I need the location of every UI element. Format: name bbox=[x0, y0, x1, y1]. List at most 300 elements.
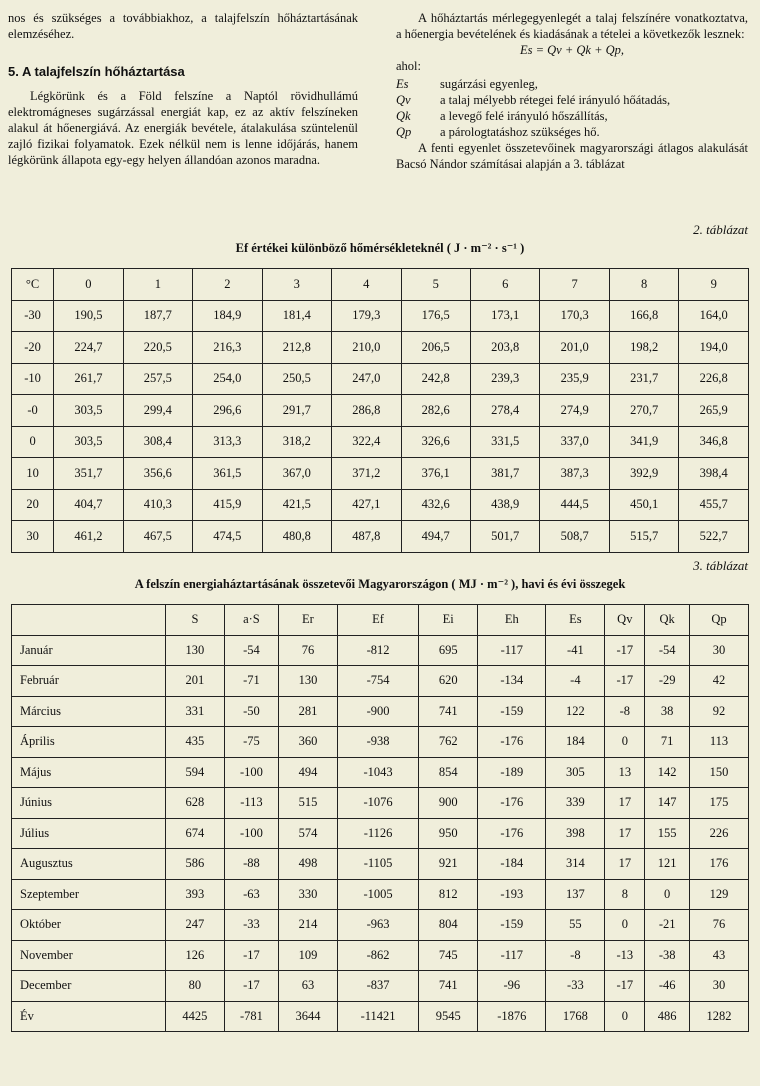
table-cell: 432,6 bbox=[401, 489, 470, 521]
table-header-row bbox=[12, 605, 749, 636]
table-cell: -33 bbox=[546, 971, 605, 1002]
table-cell: 137 bbox=[546, 879, 605, 910]
table-row bbox=[12, 426, 749, 458]
table-cell: Február bbox=[12, 666, 166, 697]
table-cell: 921 bbox=[419, 849, 478, 880]
table-cell: 351,7 bbox=[54, 458, 123, 490]
table-cell: 226 bbox=[690, 818, 749, 849]
table-row bbox=[12, 635, 749, 666]
table-cell: -13 bbox=[605, 940, 645, 971]
table-cell: 184 bbox=[546, 727, 605, 758]
table-cell: 804 bbox=[419, 910, 478, 941]
table-cell: 30 bbox=[12, 521, 54, 553]
table-cell: 92 bbox=[690, 696, 749, 727]
table-cell: 515,7 bbox=[609, 521, 678, 553]
table-cell: 415,9 bbox=[193, 489, 262, 521]
table-cell: Szeptember bbox=[12, 879, 166, 910]
table-cell: 291,7 bbox=[262, 395, 331, 427]
table-cell: 486 bbox=[645, 1001, 690, 1032]
table-cell: 150 bbox=[690, 757, 749, 788]
left-column bbox=[8, 10, 358, 168]
table-cell: -54 bbox=[224, 635, 278, 666]
table-cell: 278,4 bbox=[470, 395, 539, 427]
table-row bbox=[12, 971, 749, 1002]
table-cell: S bbox=[166, 605, 225, 636]
table-cell: 474,5 bbox=[193, 521, 262, 553]
table-cell: Qp bbox=[690, 605, 749, 636]
table-cell: 126 bbox=[166, 940, 225, 971]
section-heading: 5. A talajfelszín hőháztartása bbox=[8, 64, 185, 79]
table-cell: 203,8 bbox=[470, 332, 539, 364]
table-cell: 314 bbox=[546, 849, 605, 880]
table-cell: 9 bbox=[679, 269, 749, 301]
table-header-row bbox=[12, 269, 749, 301]
table-cell: 0 bbox=[605, 727, 645, 758]
table-cell: 393 bbox=[166, 879, 225, 910]
table-cell: -54 bbox=[645, 635, 690, 666]
table-cell: -100 bbox=[224, 757, 278, 788]
table-cell: -8 bbox=[605, 696, 645, 727]
table-cell: 494,7 bbox=[401, 521, 470, 553]
table-row bbox=[12, 458, 749, 490]
table-cell: 628 bbox=[166, 788, 225, 819]
table-cell: -63 bbox=[224, 879, 278, 910]
table-cell: 190,5 bbox=[54, 300, 123, 332]
definition-symbol: Qv bbox=[396, 93, 411, 107]
table-cell bbox=[12, 605, 166, 636]
table-cell: 326,6 bbox=[401, 426, 470, 458]
table3-number: 3. táblázat bbox=[693, 558, 748, 573]
table-cell: -17 bbox=[224, 971, 278, 1002]
table-cell: -812 bbox=[337, 635, 418, 666]
table-cell: Június bbox=[12, 788, 166, 819]
table-cell: 187,7 bbox=[123, 300, 192, 332]
balance-equation: Es = Qv + Qk + Qp, bbox=[519, 43, 625, 57]
table-cell: -781 bbox=[224, 1001, 278, 1032]
table-cell: 498 bbox=[279, 849, 338, 880]
table-cell: Augusztus bbox=[12, 849, 166, 880]
table-cell: -100 bbox=[224, 818, 278, 849]
table-cell: 181,4 bbox=[262, 300, 331, 332]
table-cell: 76 bbox=[279, 635, 338, 666]
table-cell: 494 bbox=[279, 757, 338, 788]
table-cell: -50 bbox=[224, 696, 278, 727]
balance-paragraph: A hőháztartás mérlegegyenlegét a talaj felszínére vonatkoztatva, a hőenergia bevételének és kiadásának a tételei a következők lesznek: bbox=[396, 11, 748, 41]
table-cell: Május bbox=[12, 757, 166, 788]
table-cell: 0 bbox=[645, 879, 690, 910]
table-cell: a·S bbox=[224, 605, 278, 636]
table-cell: -963 bbox=[337, 910, 418, 941]
table-cell: 950 bbox=[419, 818, 478, 849]
definition-item bbox=[396, 124, 748, 140]
table-cell: -159 bbox=[478, 910, 546, 941]
reference-paragraph: A fenti egyenlet összetevőinek magyarországi átlagos alakulását Bacsó Nándor számításai alapján a 3. táblázat bbox=[396, 141, 748, 171]
table-cell: 586 bbox=[166, 849, 225, 880]
table-cell: 435 bbox=[166, 727, 225, 758]
table-cell: 762 bbox=[419, 727, 478, 758]
table-cell: -1876 bbox=[478, 1001, 546, 1032]
table-cell: -21 bbox=[645, 910, 690, 941]
table-cell: 242,8 bbox=[401, 363, 470, 395]
table-cell: 381,7 bbox=[470, 458, 539, 490]
table-cell: -938 bbox=[337, 727, 418, 758]
table-cell: -33 bbox=[224, 910, 278, 941]
table2-number: 2. táblázat bbox=[693, 222, 748, 237]
table-cell: 164,0 bbox=[679, 300, 749, 332]
table-cell: 20 bbox=[12, 489, 54, 521]
definition-item bbox=[396, 76, 748, 92]
table-cell: -117 bbox=[478, 635, 546, 666]
table-row bbox=[12, 300, 749, 332]
table-row bbox=[12, 489, 749, 521]
table-row bbox=[12, 1001, 749, 1032]
table-cell: 194,0 bbox=[679, 332, 749, 364]
table-cell: 175 bbox=[690, 788, 749, 819]
table-cell: °C bbox=[12, 269, 54, 301]
table-cell: -0 bbox=[12, 395, 54, 427]
table-cell: 176 bbox=[690, 849, 749, 880]
table-cell: 257,5 bbox=[123, 363, 192, 395]
table-cell: -117 bbox=[478, 940, 546, 971]
table-cell: 5 bbox=[401, 269, 470, 301]
table-cell: 346,8 bbox=[679, 426, 749, 458]
table-cell: 201,0 bbox=[540, 332, 609, 364]
table-cell: 487,8 bbox=[332, 521, 401, 553]
table-cell: 522,7 bbox=[679, 521, 749, 553]
table-cell: -189 bbox=[478, 757, 546, 788]
table-cell: 281 bbox=[279, 696, 338, 727]
table-cell: -20 bbox=[12, 332, 54, 364]
table-cell: 55 bbox=[546, 910, 605, 941]
table-cell: 2 bbox=[193, 269, 262, 301]
table-cell: -46 bbox=[645, 971, 690, 1002]
table-cell: 212,8 bbox=[262, 332, 331, 364]
definition-text: a talaj mélyebb rétegei felé irányuló hőátadás, bbox=[440, 93, 671, 107]
table-cell: 4425 bbox=[166, 1001, 225, 1032]
table-cell: Eh bbox=[478, 605, 546, 636]
table-cell: 1768 bbox=[546, 1001, 605, 1032]
table-cell: -176 bbox=[478, 818, 546, 849]
table-cell: 337,0 bbox=[540, 426, 609, 458]
table-cell: -159 bbox=[478, 696, 546, 727]
table-cell: -176 bbox=[478, 727, 546, 758]
table-cell: 741 bbox=[419, 696, 478, 727]
table-cell: 594 bbox=[166, 757, 225, 788]
definition-symbol: Es bbox=[396, 77, 409, 91]
table-row bbox=[12, 395, 749, 427]
table-cell: December bbox=[12, 971, 166, 1002]
table-cell: 339 bbox=[546, 788, 605, 819]
table-cell: 313,3 bbox=[193, 426, 262, 458]
table-cell: 674 bbox=[166, 818, 225, 849]
table-cell: Es bbox=[546, 605, 605, 636]
table-cell: -862 bbox=[337, 940, 418, 971]
table-cell: 303,5 bbox=[54, 426, 123, 458]
table-cell: 9545 bbox=[419, 1001, 478, 1032]
table-cell: 30 bbox=[690, 635, 749, 666]
table-cell: -88 bbox=[224, 849, 278, 880]
table-cell: 8 bbox=[609, 269, 678, 301]
table-cell: -134 bbox=[478, 666, 546, 697]
table-cell: 30 bbox=[690, 971, 749, 1002]
table-cell: 274,9 bbox=[540, 395, 609, 427]
table-cell: 13 bbox=[605, 757, 645, 788]
table-cell: 17 bbox=[605, 818, 645, 849]
table-cell: 361,5 bbox=[193, 458, 262, 490]
table-cell: Év bbox=[12, 1001, 166, 1032]
table-row bbox=[12, 363, 749, 395]
table-cell: 210,0 bbox=[332, 332, 401, 364]
table-cell: 216,3 bbox=[193, 332, 262, 364]
table-cell: -184 bbox=[478, 849, 546, 880]
table-cell: 4 bbox=[332, 269, 401, 301]
table-cell: 461,2 bbox=[54, 521, 123, 553]
table-cell: -11421 bbox=[337, 1001, 418, 1032]
intro-paragraph: nos és szükséges a továbbiakhoz, a talajfelszín hőháztartásának elemzéséhez. bbox=[8, 11, 358, 41]
table-row bbox=[12, 666, 749, 697]
table-cell: -113 bbox=[224, 788, 278, 819]
table-cell: -1126 bbox=[337, 818, 418, 849]
table-cell: -900 bbox=[337, 696, 418, 727]
table-cell: 404,7 bbox=[54, 489, 123, 521]
table-cell: 265,9 bbox=[679, 395, 749, 427]
table-cell: -71 bbox=[224, 666, 278, 697]
table-cell: 76 bbox=[690, 910, 749, 941]
table-cell: 341,9 bbox=[609, 426, 678, 458]
table-cell: 0 bbox=[54, 269, 123, 301]
table-cell: 231,7 bbox=[609, 363, 678, 395]
table-cell: 147 bbox=[645, 788, 690, 819]
table-row bbox=[12, 849, 749, 880]
table-cell: -41 bbox=[546, 635, 605, 666]
table-cell: -17 bbox=[605, 635, 645, 666]
table-cell: 247 bbox=[166, 910, 225, 941]
table-row bbox=[12, 788, 749, 819]
table-cell: 142 bbox=[645, 757, 690, 788]
table-row bbox=[12, 332, 749, 364]
table-cell: 6 bbox=[470, 269, 539, 301]
table-cell: 43 bbox=[690, 940, 749, 971]
table-cell: 1 bbox=[123, 269, 192, 301]
table-cell: 201 bbox=[166, 666, 225, 697]
right-column bbox=[396, 10, 748, 172]
table-cell: 574 bbox=[279, 818, 338, 849]
table-row bbox=[12, 910, 749, 941]
definition-list bbox=[396, 76, 748, 140]
table-cell: Qv bbox=[605, 605, 645, 636]
table-cell: 42 bbox=[690, 666, 749, 697]
where-label: ahol: bbox=[396, 59, 421, 73]
table-cell: -4 bbox=[546, 666, 605, 697]
definition-symbol: Qk bbox=[396, 109, 411, 123]
table-cell: 299,4 bbox=[123, 395, 192, 427]
table-cell: 38 bbox=[645, 696, 690, 727]
table-cell: -1043 bbox=[337, 757, 418, 788]
table-cell: Qk bbox=[645, 605, 690, 636]
table-cell: -17 bbox=[605, 971, 645, 1002]
table-cell: 450,1 bbox=[609, 489, 678, 521]
section-paragraph: Légkörünk és a Föld felszíne a Naptól rövidhullámú elektromágneses sugárzással energiát kap, ez az aktív felszíneken alakul át hőenergiává. Az energiák bevétele, átalakulása szüntelenül zajló fizikai folyamatok. Ezek nélkül nem is lenne időjárás, hanem légkörünk állapota egy-egy helyen állandóan azonos maradna. bbox=[8, 89, 358, 167]
table-cell: -193 bbox=[478, 879, 546, 910]
table-cell: 166,8 bbox=[609, 300, 678, 332]
table-cell: 80 bbox=[166, 971, 225, 1002]
table-cell: 8 bbox=[605, 879, 645, 910]
table-cell: -17 bbox=[224, 940, 278, 971]
table-cell: 226,8 bbox=[679, 363, 749, 395]
table-cell: 398 bbox=[546, 818, 605, 849]
table-cell: -837 bbox=[337, 971, 418, 1002]
table-cell: 356,6 bbox=[123, 458, 192, 490]
definition-text: sugárzási egyenleg, bbox=[440, 77, 538, 91]
table-cell: 360 bbox=[279, 727, 338, 758]
table-cell: -1076 bbox=[337, 788, 418, 819]
table-cell: 130 bbox=[279, 666, 338, 697]
table-cell: 812 bbox=[419, 879, 478, 910]
table-cell: 3 bbox=[262, 269, 331, 301]
table-cell: 392,9 bbox=[609, 458, 678, 490]
table-cell: 308,4 bbox=[123, 426, 192, 458]
table-cell: 261,7 bbox=[54, 363, 123, 395]
table-row bbox=[12, 727, 749, 758]
table-cell: 206,5 bbox=[401, 332, 470, 364]
table-cell: Ef bbox=[337, 605, 418, 636]
table-cell: 467,5 bbox=[123, 521, 192, 553]
table-cell: 695 bbox=[419, 635, 478, 666]
table-cell: Er bbox=[279, 605, 338, 636]
table-cell: 184,9 bbox=[193, 300, 262, 332]
table-cell: 235,9 bbox=[540, 363, 609, 395]
table-cell: Március bbox=[12, 696, 166, 727]
table-cell: 331,5 bbox=[470, 426, 539, 458]
table-cell: 303,5 bbox=[54, 395, 123, 427]
table-cell: 318,2 bbox=[262, 426, 331, 458]
table-cell: 179,3 bbox=[332, 300, 401, 332]
table-cell: -1105 bbox=[337, 849, 418, 880]
table2-caption: Ef értékei különböző hőmérsékleteknél ( J · m⁻² · s⁻¹ ) bbox=[235, 241, 525, 255]
table-cell: 330 bbox=[279, 879, 338, 910]
table-cell: -10 bbox=[12, 363, 54, 395]
table-cell: 0 bbox=[605, 910, 645, 941]
definition-item bbox=[396, 108, 748, 124]
table-cell: -38 bbox=[645, 940, 690, 971]
table-cell: 239,3 bbox=[470, 363, 539, 395]
table-cell: 270,7 bbox=[609, 395, 678, 427]
definition-text: a párologtatáshoz szükséges hő. bbox=[440, 125, 600, 139]
table-cell: 109 bbox=[279, 940, 338, 971]
table-cell: 620 bbox=[419, 666, 478, 697]
table-cell: -96 bbox=[478, 971, 546, 1002]
table-row bbox=[12, 696, 749, 727]
table-cell: -29 bbox=[645, 666, 690, 697]
table-cell: November bbox=[12, 940, 166, 971]
table-row bbox=[12, 879, 749, 910]
table-cell: 322,4 bbox=[332, 426, 401, 458]
table-cell: 745 bbox=[419, 940, 478, 971]
table-cell: 421,5 bbox=[262, 489, 331, 521]
table-cell: 296,6 bbox=[193, 395, 262, 427]
table-cell: 220,5 bbox=[123, 332, 192, 364]
table-cell: 250,5 bbox=[262, 363, 331, 395]
table-cell: 155 bbox=[645, 818, 690, 849]
table-cell: 173,1 bbox=[470, 300, 539, 332]
table-cell: 129 bbox=[690, 879, 749, 910]
table-cell: 10 bbox=[12, 458, 54, 490]
table-row bbox=[12, 521, 749, 553]
table3 bbox=[11, 604, 749, 1032]
table-cell: -1005 bbox=[337, 879, 418, 910]
table-cell: 371,2 bbox=[332, 458, 401, 490]
table-cell: 282,6 bbox=[401, 395, 470, 427]
table-cell: -176 bbox=[478, 788, 546, 819]
table-cell: 854 bbox=[419, 757, 478, 788]
table3-caption: A felszín energiaháztartásának összetevői Magyarországon ( MJ · m⁻² ), havi és évi összegek bbox=[134, 577, 626, 591]
table-cell: 501,7 bbox=[470, 521, 539, 553]
table-cell: Július bbox=[12, 818, 166, 849]
table-cell: 254,0 bbox=[193, 363, 262, 395]
table-cell: 17 bbox=[605, 849, 645, 880]
table-cell: 508,7 bbox=[540, 521, 609, 553]
table-cell: Október bbox=[12, 910, 166, 941]
table-cell: 376,1 bbox=[401, 458, 470, 490]
table-cell: 170,3 bbox=[540, 300, 609, 332]
table-cell: -75 bbox=[224, 727, 278, 758]
table-cell: 63 bbox=[279, 971, 338, 1002]
table-cell: 367,0 bbox=[262, 458, 331, 490]
table-row bbox=[12, 757, 749, 788]
table-cell: 71 bbox=[645, 727, 690, 758]
table-cell: 741 bbox=[419, 971, 478, 1002]
table-cell: 515 bbox=[279, 788, 338, 819]
definition-symbol: Qp bbox=[396, 125, 412, 139]
table-cell: 387,3 bbox=[540, 458, 609, 490]
table-cell: 438,9 bbox=[470, 489, 539, 521]
table-cell: 331 bbox=[166, 696, 225, 727]
table-cell: 305 bbox=[546, 757, 605, 788]
table-cell: Január bbox=[12, 635, 166, 666]
table-cell: 113 bbox=[690, 727, 749, 758]
table-cell: 455,7 bbox=[679, 489, 749, 521]
table-row bbox=[12, 940, 749, 971]
table-cell: 122 bbox=[546, 696, 605, 727]
table-cell: 130 bbox=[166, 635, 225, 666]
table-row bbox=[12, 818, 749, 849]
definition-item bbox=[396, 92, 748, 108]
table-cell: 444,5 bbox=[540, 489, 609, 521]
table2 bbox=[11, 268, 749, 553]
table-cell: 480,8 bbox=[262, 521, 331, 553]
table-cell: 398,4 bbox=[679, 458, 749, 490]
table-cell: 286,8 bbox=[332, 395, 401, 427]
table-cell: -8 bbox=[546, 940, 605, 971]
table-cell: -754 bbox=[337, 666, 418, 697]
table-cell: 224,7 bbox=[54, 332, 123, 364]
table-cell: Ei bbox=[419, 605, 478, 636]
table-cell: 427,1 bbox=[332, 489, 401, 521]
table-cell: 7 bbox=[540, 269, 609, 301]
table-cell: 198,2 bbox=[609, 332, 678, 364]
table-cell: 1282 bbox=[690, 1001, 749, 1032]
table-cell: -17 bbox=[605, 666, 645, 697]
table-cell: 214 bbox=[279, 910, 338, 941]
table-cell: 17 bbox=[605, 788, 645, 819]
table-cell: 0 bbox=[12, 426, 54, 458]
table-cell: 900 bbox=[419, 788, 478, 819]
table-cell: 176,5 bbox=[401, 300, 470, 332]
table-cell: 121 bbox=[645, 849, 690, 880]
table-cell: 3644 bbox=[279, 1001, 338, 1032]
table-cell: 0 bbox=[605, 1001, 645, 1032]
table-cell: -30 bbox=[12, 300, 54, 332]
